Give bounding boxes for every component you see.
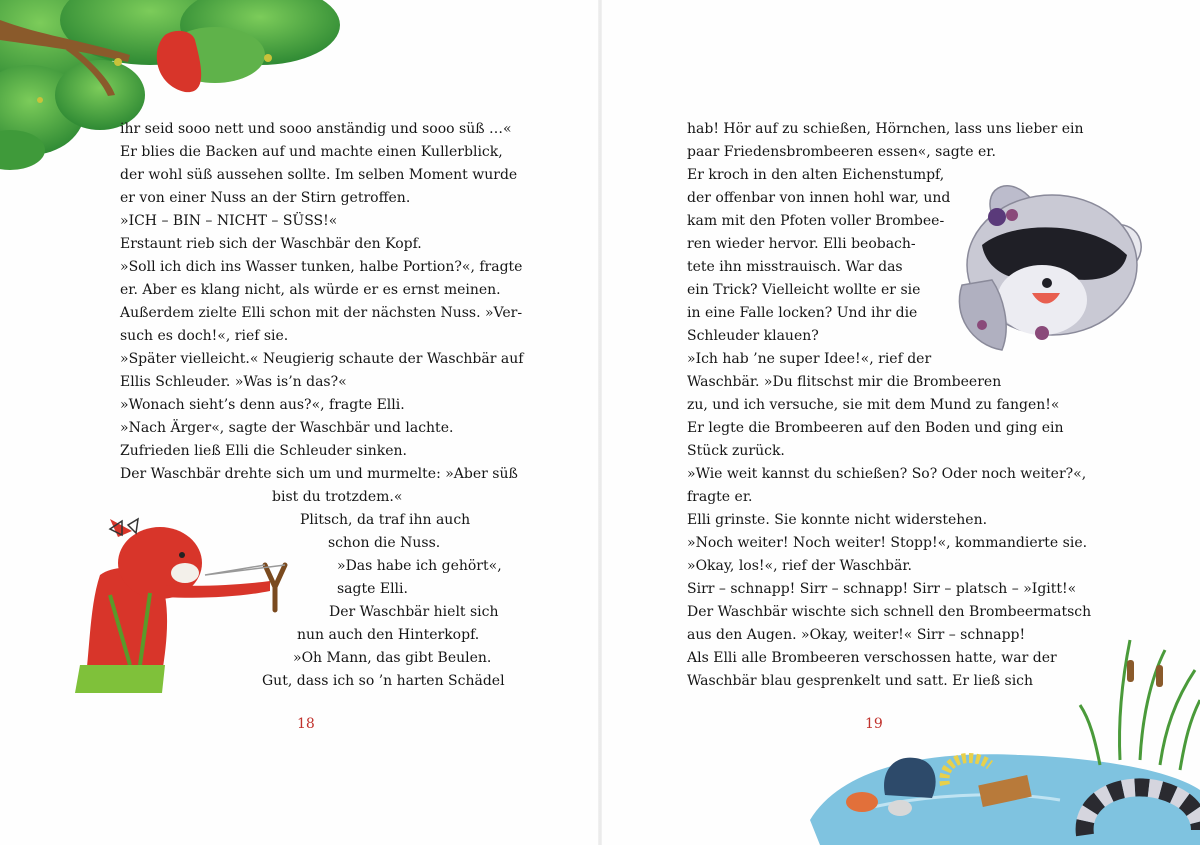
pond-with-litter-illustration <box>800 630 1200 845</box>
text-line: fragte er. <box>687 489 753 505</box>
nut-shape <box>264 54 272 62</box>
berry-stain-shape <box>977 320 987 330</box>
text-line: nun auch den Hinterkopf. <box>297 627 480 643</box>
text-line: Er blies die Backen auf und machte einen Kullerblick, <box>120 144 503 160</box>
page-number: 18 <box>297 716 315 732</box>
text-line: zu, und ich versuche, sie mit dem Mund zu fangen!« <box>687 397 1060 413</box>
cattail-shape <box>1127 660 1134 682</box>
text-line: sagte Elli. <box>337 581 408 597</box>
text-line: Als Elli alle Brombeeren verschossen hatte, war der <box>687 650 1057 666</box>
text-line: »Okay, los!«, rief der Waschbär. <box>687 558 912 574</box>
text-line: aus den Augen. »Okay, weiter!« Sirr – schnapp! <box>687 627 1026 643</box>
text-line: der wohl süß aussehen sollte. Im selben Moment wurde <box>120 167 518 183</box>
text-line: »Soll ich dich ins Wasser tunken, halbe Portion?«, fragte <box>120 259 523 275</box>
page-number: 19 <box>865 716 883 732</box>
text-line: Waschbär blau gesprenkelt und satt. Er ließ sich <box>687 673 1034 689</box>
litter-can-shape <box>888 800 912 816</box>
text-line: »Wie weit kannst du schießen? So? Oder noch weiter?«, <box>687 466 1087 482</box>
raccoon-face-illustration <box>952 175 1152 365</box>
reeds-shape <box>1080 640 1200 770</box>
squirrel-with-slingshot-illustration <box>70 515 300 695</box>
text-line: Der Waschbär wischte sich schnell den Brombeermatsch <box>687 604 1092 620</box>
text-line: ren wieder hervor. Elli beobach- <box>687 236 916 252</box>
squirrel-eye-shape <box>179 552 185 558</box>
text-line: der offenbar von innen hohl war, und <box>687 190 951 206</box>
text-line: er von einer Nuss an der Stirn getroffen. <box>120 190 411 206</box>
text-line: Sirr – schnapp! Sirr – schnapp! Sirr – platsch – »Igitt!« <box>687 581 1077 597</box>
text-line: Stück zurück. <box>687 443 785 459</box>
text-line: hab! Hör auf zu schießen, Hörnchen, lass uns lieber ein <box>687 121 1084 137</box>
text-line: Gut, dass ich so ’n harten Schädel <box>262 673 505 689</box>
text-line: Der Waschbär drehte sich um und murmelte: »Aber süß <box>120 466 518 482</box>
berry-stain-shape <box>1035 326 1049 340</box>
text-line: er. Aber es klang nicht, als würde er es ernst meinen. <box>120 282 501 298</box>
text-line: Zufrieden ließ Elli die Schleuder sinken. <box>120 443 407 459</box>
text-line: »ICH – BIN – NICHT – SÜSS!« <box>120 213 338 229</box>
text-line: bist du trotzdem.« <box>272 489 403 505</box>
text-line: schon die Nuss. <box>328 535 441 551</box>
blackberry-shape <box>988 208 1006 226</box>
text-line: Er kroch in den alten Eichenstumpf, <box>687 167 945 183</box>
text-line: tete ihn misstrauisch. War das <box>687 259 903 275</box>
text-line: »Noch weiter! Noch weiter! Stopp!«, kommandierte sie. <box>687 535 1088 551</box>
text-line: such es doch!«, rief sie. <box>120 328 289 344</box>
text-line: Der Waschbär hielt sich <box>329 604 499 620</box>
text-line: kam mit den Pfoten voller Brombee- <box>687 213 945 229</box>
cattail-shape <box>1156 665 1163 687</box>
right-page <box>600 0 1200 845</box>
text-line: ein Trick? Vielleicht wollte er sie <box>687 282 921 298</box>
text-line: Waschbär. »Du flitschst mir die Brombeeren <box>687 374 1002 390</box>
berry-stain-shape <box>1006 209 1018 221</box>
text-line: Schleuder klauen? <box>687 328 819 344</box>
trousers-shape <box>75 665 165 693</box>
nut-shape <box>114 58 122 66</box>
text-line: Elli grinste. Sie konnte nicht widerstehen. <box>687 512 988 528</box>
text-line: »Später vielleicht.« Neugierig schaute der Waschbär auf <box>120 351 524 367</box>
text-line: Plitsch, da traf ihn auch <box>300 512 471 528</box>
nut-shape <box>37 97 43 103</box>
litter-can-shape <box>846 792 878 812</box>
text-line: Ellis Schleuder. »Was is’n das?« <box>120 374 347 390</box>
slingshot-band-shape <box>205 565 285 575</box>
squirrel-cheek-shape <box>171 563 199 583</box>
text-line: ihr seid sooo nett und sooo anständig und sooo süß …« <box>120 121 512 137</box>
text-line: »Oh Mann, das gibt Beulen. <box>293 650 492 666</box>
text-line: »Nach Ärger«, sagte der Waschbär und lachte. <box>120 420 454 436</box>
raccoon-nose-shape <box>1042 278 1052 288</box>
text-line: paar Friedensbrombeeren essen«, sagte er. <box>687 144 996 160</box>
squirrel-tail-shape <box>157 31 201 92</box>
text-line: Außerdem zielte Elli schon mit der nächsten Nuss. »Ver- <box>120 305 523 321</box>
text-line: »Ich hab ’ne super Idee!«, rief der <box>687 351 932 367</box>
text-line: »Das habe ich gehört«, <box>337 558 502 574</box>
text-line: Er legte die Brombeeren auf den Boden und ging ein <box>687 420 1064 436</box>
discarded-bag-shape <box>884 758 936 798</box>
text-line: »Wonach sieht’s denn aus?«, fragte Elli. <box>120 397 405 413</box>
text-line: in eine Falle locken? Und ihr die <box>687 305 918 321</box>
text-line: Erstaunt rieb sich der Waschbär den Kopf. <box>120 236 422 252</box>
